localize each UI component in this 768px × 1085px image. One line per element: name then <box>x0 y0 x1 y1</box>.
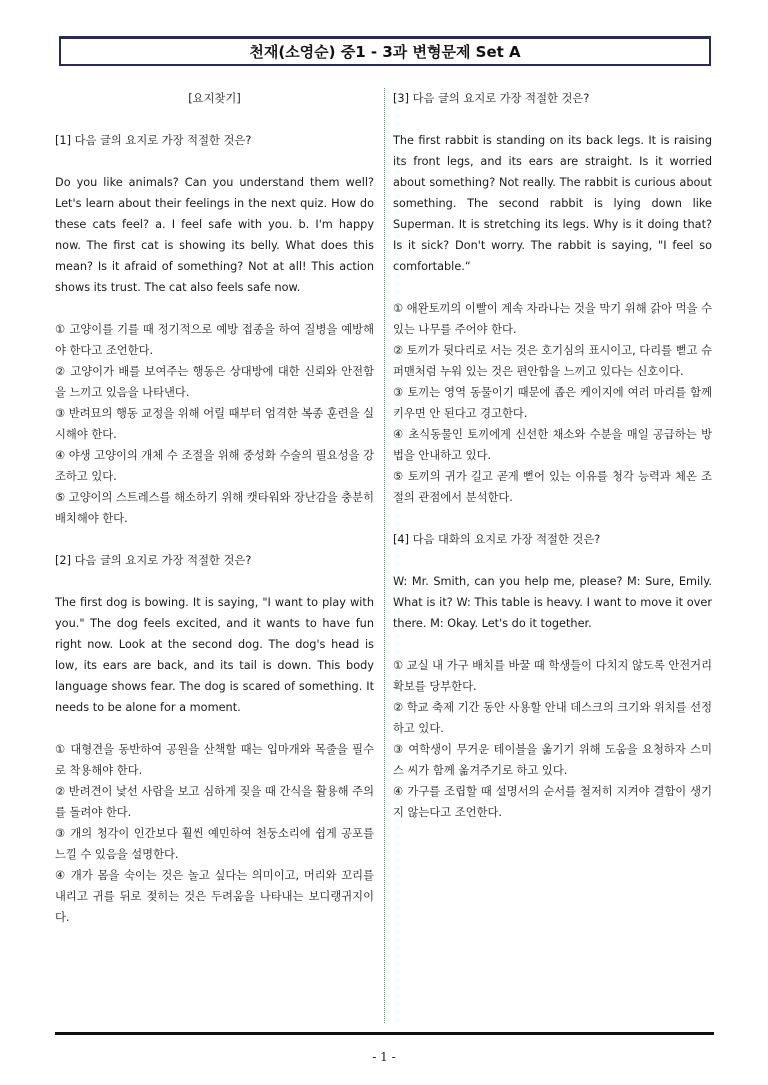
page-number: - 1 - <box>372 1050 396 1064</box>
question-1-passage: Do you like animals? Can you understand them well? Let's learn about their feelings in the next quiz. How do these cats feel? a. I feel safe with you. b. I'm happy now. The first cat is showing its belly. What does this mean? Is it afraid of something? Not at all! This action shows its trust. The cat also feels safe now. <box>55 176 374 294</box>
question-3-option: ③ 토끼는 영역 동물이기 때문에 좁은 케이지에 여러 마리를 함께 키우면 안 된다고 경고한다. <box>393 386 712 420</box>
question-4-option: ④ 가구를 조립할 때 설명서의 순서를 철저히 지켜야 결함이 생기지 않는다고 조언한다. <box>393 785 712 819</box>
question-1-option: ⑤ 고양이의 스트레스를 해소하기 위해 캣타워와 장난감을 충분히 배치해야 한다. <box>55 491 374 525</box>
column-divider <box>384 88 385 1023</box>
question-1-option: ③ 반려묘의 행동 교정을 위해 어릴 때부터 엄격한 복종 훈련을 실시해야 한다. <box>55 407 374 441</box>
left-column <box>55 88 374 928</box>
question-2-option: ④ 개가 몸을 숙이는 것은 놀고 싶다는 의미이고, 머리와 꼬리를 내리고 귀를 뒤로 젖히는 것은 두려움을 나타내는 보디랭귀지이다. <box>55 869 374 924</box>
question-1-prompt: [1] 다음 글의 요지로 가장 적절한 것은? <box>55 134 252 147</box>
question-3-prompt: [3] 다음 글의 요지로 가장 적절한 것은? <box>393 92 590 105</box>
question-1-option: ① 고양이를 기를 때 정기적으로 예방 접종을 하여 질병을 예방해야 한다고 조언한다. <box>55 323 374 357</box>
question-3-option: ② 토끼가 뒷다리로 서는 것은 호기심의 표시이고, 다리를 뻗고 슈퍼맨처럼 누워 있는 것은 편안함을 느끼고 있다는 신호이다. <box>393 344 712 378</box>
question-2-option: ① 대형견을 동반하여 공원을 산책할 때는 입마개와 목줄을 필수로 착용해야 한다. <box>55 743 374 777</box>
section-label: [요지찾기] <box>188 92 241 105</box>
question-4-prompt: [4] 다음 대화의 요지로 가장 적절한 것은? <box>393 533 601 546</box>
document-title: 천재(소영순) 중1 - 3과 변형문제 Set A <box>59 36 711 66</box>
question-4-option: ① 교실 내 가구 배치를 바꿀 때 학생들이 다치지 않도록 안전거리 확보를 당부한다. <box>393 659 712 693</box>
question-2-passage: The first dog is bowing. It is saying, "I want to play with you." The dog feels excited, and it wants to have fun right now. Look at the second dog. The dog's head is low, its ears are back, and its tail is down. This body language shows fear. The dog is scared of something. It needs to be alone for a moment. <box>55 596 374 714</box>
question-3-option: ④ 초식동물인 토끼에게 신선한 채소와 수분을 매일 공급하는 방법을 안내하고 있다. <box>393 428 712 462</box>
question-4-option: ③ 여학생이 무거운 테이블을 옮기기 위해 도움을 요청하자 스미스 씨가 함께 옮겨주기로 하고 있다. <box>393 743 712 777</box>
question-3-option: ① 애완토끼의 이빨이 계속 자라나는 것을 막기 위해 갉아 먹을 수 있는 나무를 주어야 한다. <box>393 302 712 336</box>
question-2-option: ② 반려견이 낯선 사람을 보고 심하게 짖을 때 간식을 활용해 주의를 돌려야 한다. <box>55 785 374 819</box>
question-1-option: ② 고양이가 배를 보여주는 행동은 상대방에 대한 신뢰와 안전함을 느끼고 있음을 나타낸다. <box>55 365 374 399</box>
question-3-passage: The first rabbit is standing on its back legs. It is raising its front legs, and its ears are straight. Is it worried about something? Not really. The rabbit is curious about something. The second rabbit is lying down like Superman. It is stretching its legs. Why is it doing that? Is it sick? Don't worry. The rabbit is saying, "I feel so comfortable.“ <box>393 134 712 273</box>
question-4-option: ② 학교 축제 기간 동안 사용할 안내 데스크의 크기와 위치를 선정하고 있다. <box>393 701 712 735</box>
question-3-option: ⑤ 토끼의 귀가 길고 곧게 뻗어 있는 이유를 청각 능력과 체온 조절의 관점에서 분석한다. <box>393 470 712 504</box>
right-column <box>393 88 712 823</box>
question-1-option: ④ 야생 고양이의 개체 수 조절을 위해 중성화 수술의 필요성을 강조하고 있다. <box>55 449 374 483</box>
bottom-rule <box>55 1032 714 1035</box>
question-2-option: ③ 개의 청각이 인간보다 훨씬 예민하여 천둥소리에 쉽게 공포를 느낄 수 있음을 설명한다. <box>55 827 374 861</box>
question-2-prompt: [2] 다음 글의 요지로 가장 적절한 것은? <box>55 554 252 567</box>
question-4-passage: W: Mr. Smith, can you help me, please? M: Sure, Emily. What is it? W: This table is heavy. I want to move it over there. M: Okay. Let's do it together. <box>393 575 712 630</box>
